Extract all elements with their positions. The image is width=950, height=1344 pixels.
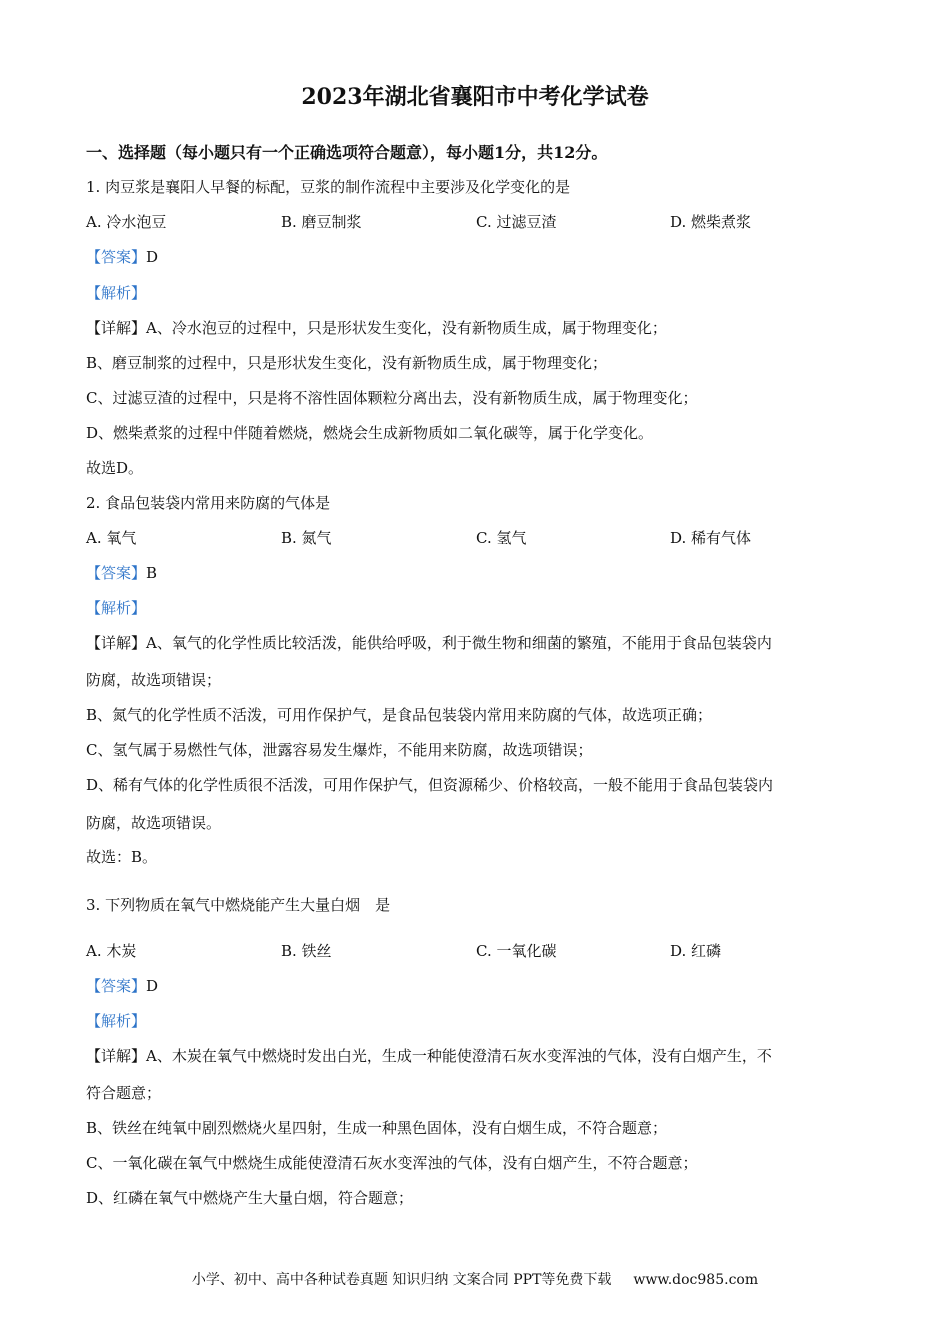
question-1-options — [86, 211, 866, 233]
option-d: D. 红磷 — [670, 942, 722, 960]
question-1-conclusion: 故选D。 — [86, 459, 144, 477]
question-3-answer — [86, 975, 158, 997]
question-3-options — [86, 940, 866, 962]
option-c: C. 一氧化碳 — [476, 942, 557, 960]
question-3-detail-line: D、红磷在氧气中燃烧产生大量白烟，符合题意； — [86, 1189, 414, 1207]
detail-tag: 【详解】 — [86, 634, 147, 652]
question-2-conclusion: 故选：B。 — [86, 848, 158, 866]
answer-value: D — [146, 248, 159, 266]
question-1-detail-line: C、过滤豆渣的过程中，只是将不溶性固体颗粒分离出去，没有新物质生成，属于物理变化； — [86, 389, 698, 407]
option-b: B. 氮气 — [281, 529, 332, 547]
detail-tag: 【详解】 — [86, 1047, 147, 1065]
question-2-detail-line: B、氮气的化学性质不活泼，可用作保护气，是食品包装袋内常用来防腐的气体，故选项正确； — [86, 706, 713, 724]
option-d: D. 稀有气体 — [670, 529, 752, 547]
answer-tag: 【答案】 — [86, 248, 147, 266]
question-3-detail-line: C、一氧化碳在氧气中燃烧生成能使澄清石灰水变浑浊的气体，没有白烟产生，不符合题意； — [86, 1154, 698, 1172]
question-1-answer — [86, 246, 158, 268]
answer-value: B — [146, 564, 158, 582]
answer-value: D — [146, 977, 159, 995]
option-c: C. 过滤豆渣 — [476, 213, 557, 231]
answer-tag: 【答案】 — [86, 977, 147, 995]
question-2-detail-line: 防腐，故选项错误。 — [86, 814, 222, 832]
option-a: A. 木炭 — [86, 942, 137, 960]
question-2-stem: 2. 食品包装袋内常用来防腐的气体是 — [86, 494, 331, 512]
detail-tag: 【详解】 — [86, 319, 147, 337]
question-2-options — [86, 527, 866, 549]
section-header: 一、选择题（每小题只有一个正确选项符合题意），每小题1分，共12分。 — [86, 143, 608, 162]
question-2-detail-line: 【详解】A、氧气的化学性质比较活泼，能供给呼吸，利于微生物和细菌的繁殖，不能用于食品包装袋内 — [86, 634, 772, 652]
analysis-tag: 【解析】 — [86, 284, 147, 302]
question-3-detail-line: B、铁丝在纯氧中剧烈燃烧火星四射，生成一种黑色固体，没有白烟生成，不符合题意； — [86, 1119, 668, 1137]
question-2-detail-line: D、稀有气体的化学性质很不活泼，可用作保护气，但资源稀少、价格较高，一般不能用于食品包装袋内 — [86, 776, 774, 794]
question-1-analysis — [86, 282, 146, 304]
analysis-tag: 【解析】 — [86, 599, 147, 617]
footer-text: 小学、初中、高中各种试卷真题 知识归纳 文案合同 PPT等免费下载 — [191, 1272, 612, 1288]
question-2-analysis — [86, 597, 146, 619]
option-d: D. 燃柴煮浆 — [670, 213, 752, 231]
question-1-stem: 1. 肉豆浆是襄阳人早餐的标配，豆浆的制作流程中主要涉及化学变化的是 — [86, 178, 571, 196]
analysis-tag: 【解析】 — [86, 1012, 147, 1030]
question-1-detail-line: D、燃柴煮浆的过程中伴随着燃烧，燃烧会生成新物质如二氧化碳等，属于化学变化。 — [86, 424, 654, 442]
footer-link[interactable]: www.doc985.com — [633, 1272, 759, 1288]
question-1-detail-line: B、磨豆制浆的过程中，只是形状发生变化，没有新物质生成，属于物理变化； — [86, 354, 608, 372]
question-2-detail-line: C、氢气属于易燃性气体，泄露容易发生爆炸，不能用来防腐，故选项错误； — [86, 741, 593, 759]
answer-tag: 【答案】 — [86, 564, 147, 582]
question-1-detail-line: 【详解】A、冷水泡豆的过程中，只是形状发生变化，没有新物质生成，属于物理变化； — [86, 319, 667, 337]
question-3-detail-line: 符合题意； — [86, 1084, 162, 1102]
option-a: A. 冷水泡豆 — [86, 213, 167, 231]
question-3-stem: 3. 下列物质在氧气中燃烧能产生大量白烟 是 — [86, 896, 391, 914]
question-3-detail-line: 【详解】A、木炭在氧气中燃烧时发出白光，生成一种能使澄清石灰水变浑浊的气体，没有白烟产生，不 — [86, 1047, 772, 1065]
page-footer — [0, 1270, 950, 1290]
option-b: B. 磨豆制浆 — [281, 213, 362, 231]
option-b: B. 铁丝 — [281, 942, 332, 960]
question-2-detail-line: 防腐，故选项错误； — [86, 671, 222, 689]
question-2-answer — [86, 562, 157, 584]
question-3-analysis — [86, 1010, 146, 1032]
page-title: 2023年湖北省襄阳市中考化学试卷 — [301, 84, 649, 110]
option-a: A. 氧气 — [86, 529, 137, 547]
option-c: C. 氢气 — [476, 529, 527, 547]
